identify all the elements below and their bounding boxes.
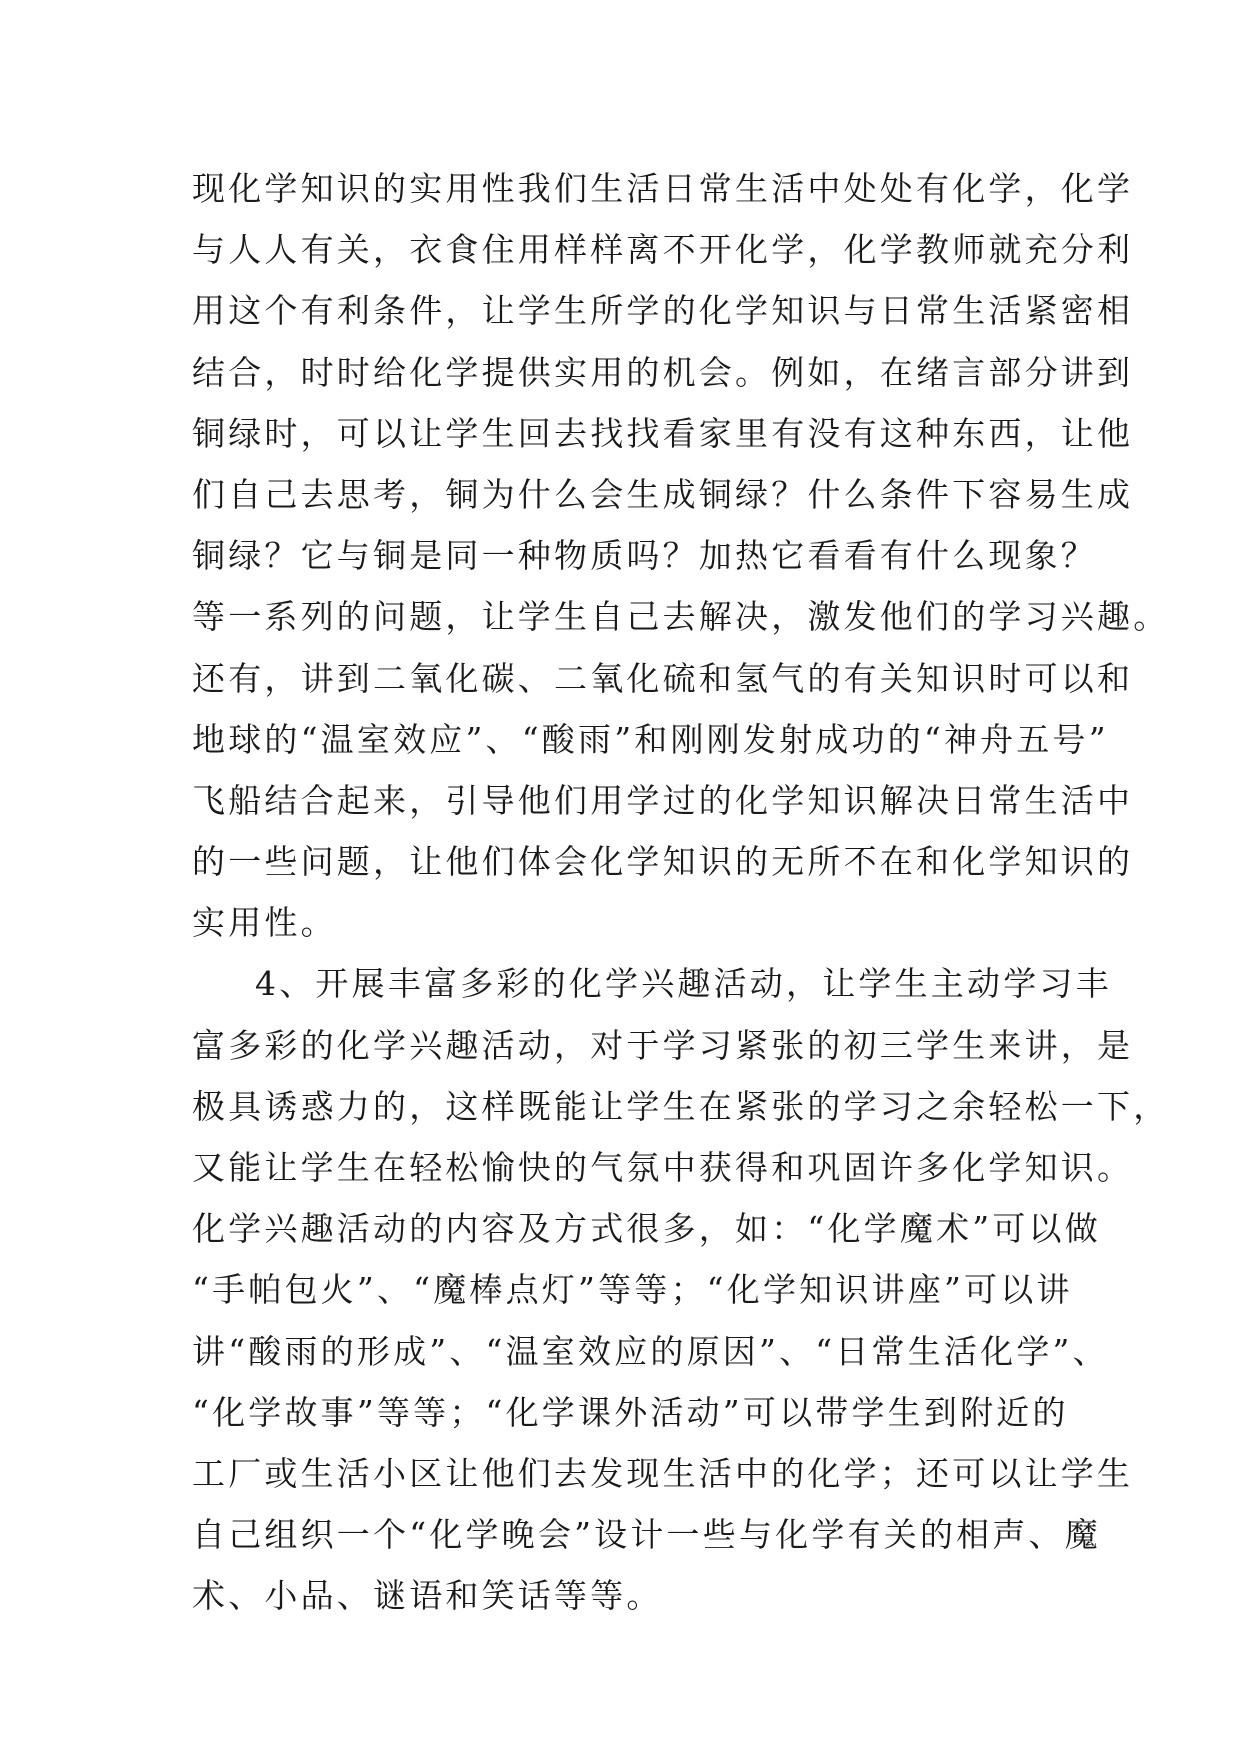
text-line: 铜绿时，可以让学生回去找找看家里有没有这种东西，让他 [192, 413, 1134, 453]
text-line: 化学兴趣活动的内容及方式很多，如：“化学魔术”可以做 [192, 1209, 1101, 1249]
text-line: 还有，讲到二氧化碳、二氧化硫和氢气的有关知识时可以和 [192, 658, 1134, 698]
text-line: 讲“酸雨的形成”、“温室效应的原因”、“日常生活化学”、 [192, 1331, 1109, 1371]
text-line: 自己组织一个“化学晚会”设计一些与化学有关的相声、魔 [192, 1515, 1101, 1555]
text-line: 地球的“温室效应”、“酸雨”和刚刚发射成功的“神舟五号” [192, 719, 1109, 759]
text-line: 的一些问题，让他们体会化学知识的无所不在和化学知识的 [192, 842, 1134, 882]
text-line: 极具诱惑力的，这样既能让学生在紧张的学习之余轻松一下， [192, 1086, 1170, 1126]
document-body [192, 158, 1170, 1627]
text-line: 又能让学生在轻松愉快的气氛中获得和巩固许多化学知识。 [192, 1148, 1134, 1187]
text-line: 工厂或生活小区让他们去发现生活中的化学；还可以让学生 [192, 1453, 1134, 1493]
text-line: 实用性。 [192, 903, 337, 943]
text-line: 飞船结合起来，引导他们用学过的化学知识解决日常生活中 [192, 780, 1134, 820]
paragraph-start-line: 4、开展丰富多彩的化学兴趣活动，让学生主动学习丰 [255, 964, 1112, 1004]
text-line: “手帕包火”、“魔棒点灯”等等；“化学知识讲座”可以讲 [192, 1270, 1073, 1310]
text-line: 术、小品、谜语和笑话等等。 [192, 1576, 663, 1616]
text-line: 富多彩的化学兴趣活动，对于学习紧张的初三学生来讲，是 [192, 1025, 1134, 1065]
text-line: 现化学知识的实用性我们生活日常生活中处处有化学，化学 [192, 169, 1134, 208]
text-line: 与人人有关，衣食住用样样离不开化学，化学教师就充分利 [192, 230, 1134, 270]
text-line: “化学故事”等等；“化学课外活动”可以带学生到附近的 [192, 1392, 1069, 1432]
text-line: 铜绿？它与铜是同一种物质吗？加热它看看有什么现象？ [192, 536, 1097, 576]
text-line: 等一系列的问题，让学生自己去解决，激发他们的学习兴趣。 [192, 597, 1170, 637]
text-line: 用这个有利条件，让学生所学的化学知识与日常生活紧密相 [192, 291, 1134, 331]
text-line: 结合，时时给化学提供实用的机会。例如，在绪言部分讲到 [192, 352, 1134, 392]
text-line: 们自己去思考，铜为什么会生成铜绿？什么条件下容易生成 [192, 474, 1134, 514]
